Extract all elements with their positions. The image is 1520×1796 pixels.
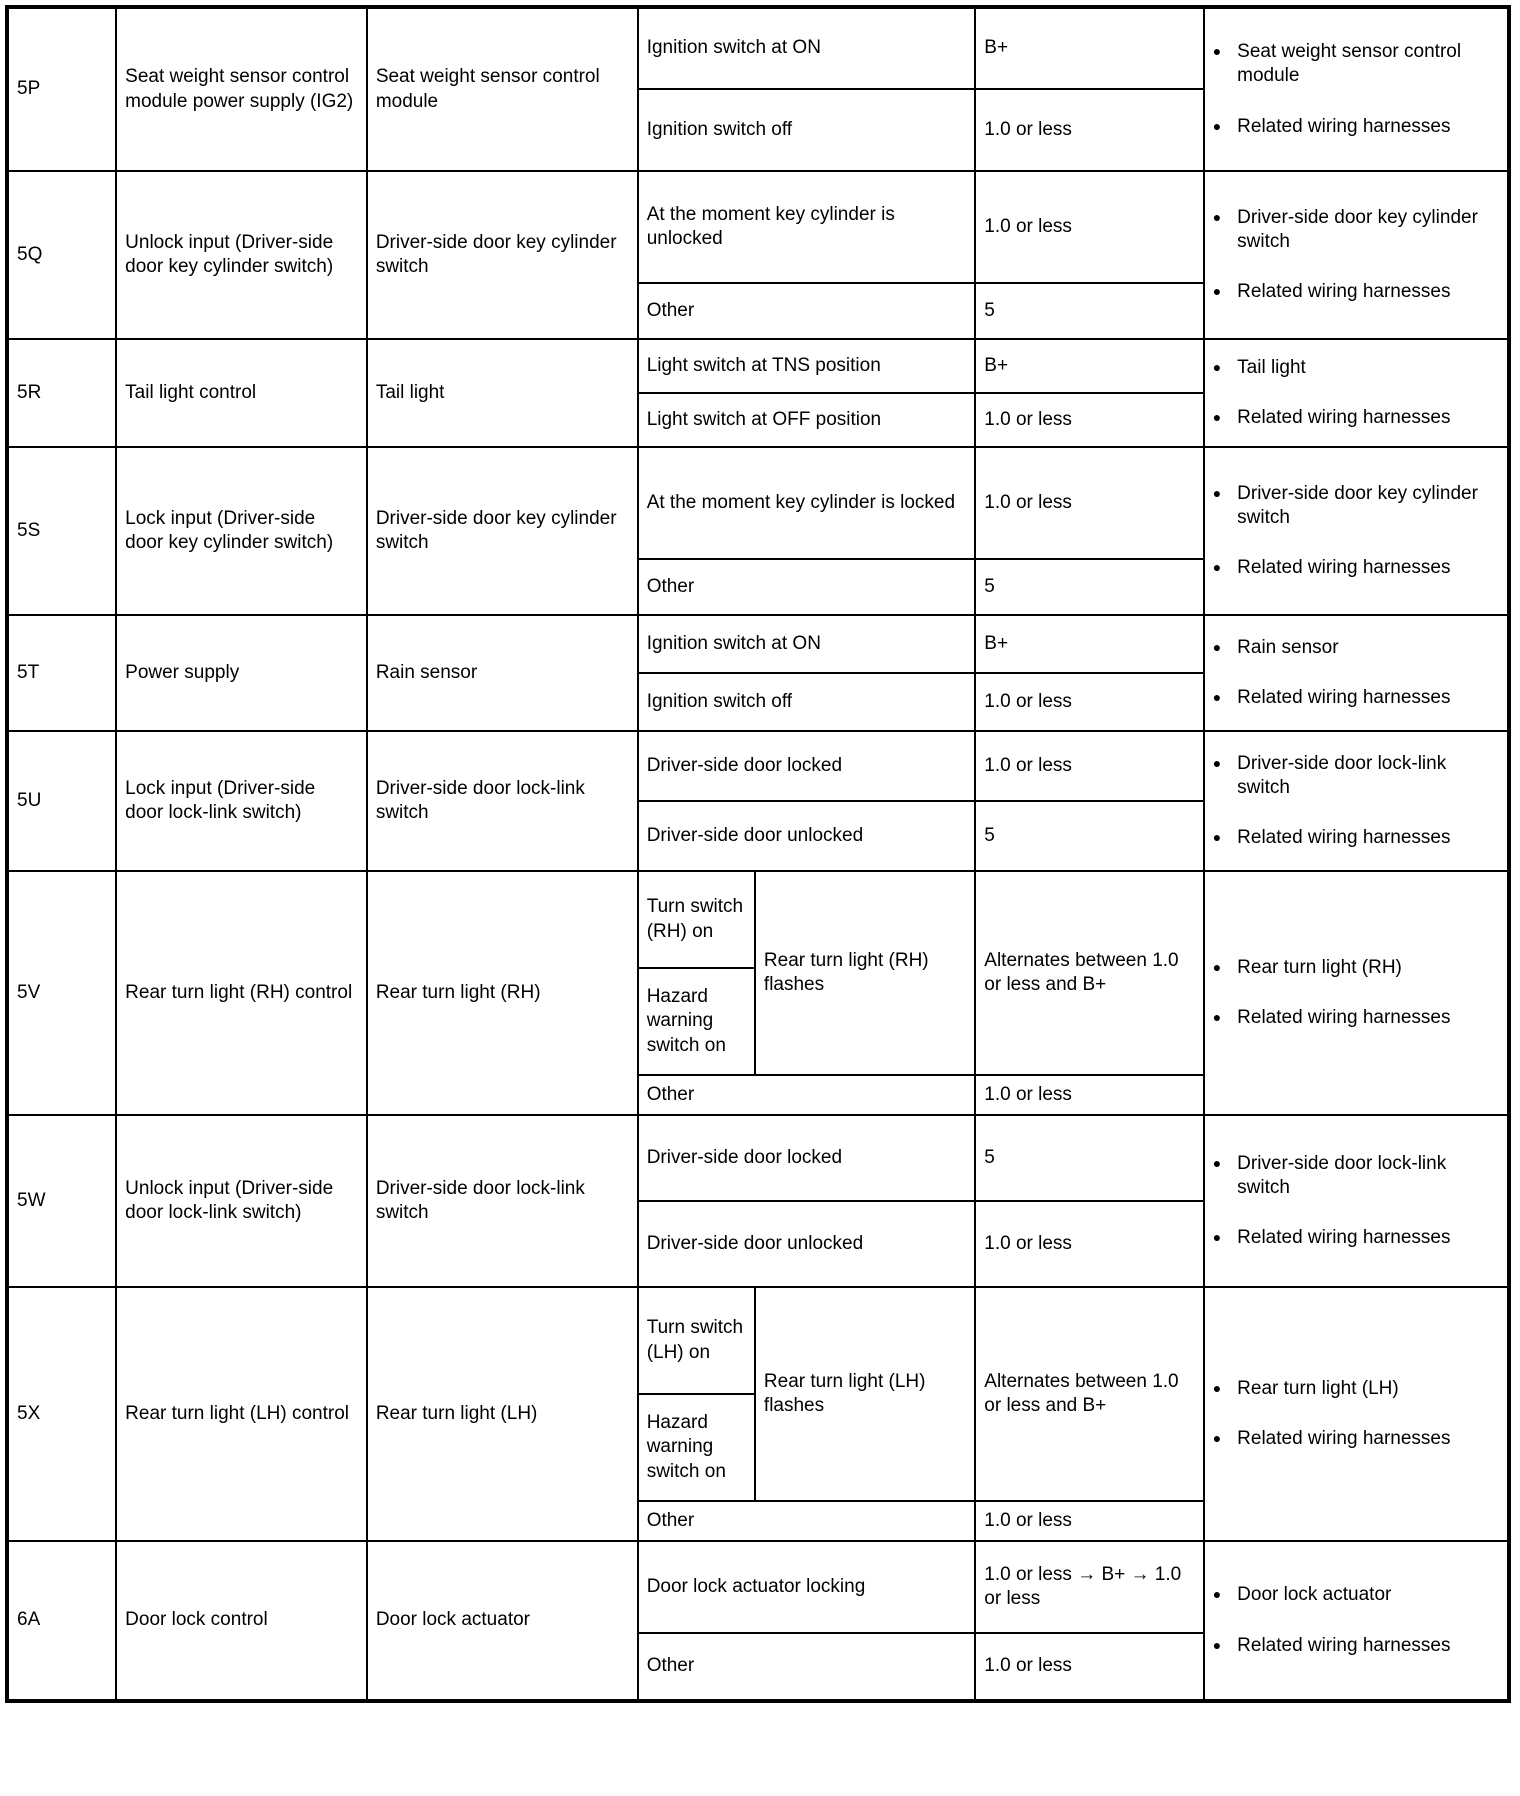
inspection-cell <box>1204 731 1509 871</box>
voltage-cell <box>975 1201 1203 1287</box>
terminal-cell <box>7 1287 116 1541</box>
condition-label: At the moment key cylinder is locked <box>646 491 956 513</box>
voltage-value: 1.0 or less <box>984 1509 1072 1531</box>
terminal-label: 5T <box>17 661 40 683</box>
voltage-cell <box>975 171 1203 283</box>
terminal-label: 5W <box>17 1189 46 1211</box>
terminal-cell <box>7 171 116 339</box>
condition-cell <box>638 447 976 559</box>
table-row <box>7 615 1509 673</box>
signal-label: Lock input (Driver-side door key cylinder switch) <box>125 507 334 553</box>
bullet-icon: ● <box>1212 958 1222 975</box>
inspection-item <box>1213 115 1499 139</box>
inspection-text: Related wiring harnesses <box>1237 1428 1451 1449</box>
inspection-item <box>1213 1427 1499 1451</box>
connected-part-label: Rear turn light (RH) <box>375 981 541 1003</box>
terminal-cell <box>7 731 116 871</box>
condition-cell <box>638 393 976 447</box>
inspection-item <box>1213 280 1499 304</box>
voltage-value: B+ <box>984 37 1009 59</box>
inspection-text: Driver-side door lock-link switch <box>1237 1152 1447 1198</box>
bullet-icon: ● <box>1212 689 1222 705</box>
terminal-cell <box>7 615 116 731</box>
bullet-icon: ● <box>1212 283 1222 300</box>
condition-cell <box>638 171 976 283</box>
inspection-text: Driver-side door lock-link switch <box>1237 752 1447 798</box>
condition-result-label: Rear turn light (LH) flashes <box>763 1370 926 1416</box>
condition-cell <box>638 283 976 339</box>
connected-part-label: Driver-side door lock-link switch <box>375 777 585 823</box>
inspection-list <box>1213 1583 1499 1658</box>
voltage-value: 1.0 or less → B+ → 1.0 or less <box>984 1563 1182 1609</box>
signal-label: Door lock control <box>125 1609 268 1631</box>
inspection-item <box>1213 1377 1499 1401</box>
signal-label: Unlock input (Driver-side door lock-link switch) <box>125 1177 334 1223</box>
inspection-item <box>1213 752 1499 801</box>
signal-label: Lock input (Driver-side door lock-link switch) <box>125 777 316 823</box>
terminal-label: 5S <box>17 519 41 541</box>
inspection-text: Related wiring harnesses <box>1237 827 1451 849</box>
inspection-text: Related wiring harnesses <box>1237 1007 1451 1028</box>
terminal-voltage-table <box>5 5 1511 1703</box>
condition-label: Driver-side door unlocked <box>646 1232 864 1254</box>
voltage-value: Alternates between 1.0 or less and B+ <box>984 1370 1179 1416</box>
condition-cell <box>638 801 976 871</box>
voltage-value: 5 <box>984 1146 995 1168</box>
inspection-cell <box>1204 171 1509 339</box>
connected-part-cell <box>367 731 638 871</box>
bullet-icon: ● <box>1212 117 1222 134</box>
connected-part-cell <box>367 615 638 731</box>
table-row <box>7 339 1509 393</box>
inspection-text: Related wiring harnesses <box>1237 1634 1451 1656</box>
connected-part-label: Driver-side door key cylinder switch <box>375 507 617 553</box>
switch-condition-cell <box>638 1287 755 1394</box>
inspection-item <box>1213 356 1499 380</box>
switch-condition-cell <box>638 968 755 1075</box>
inspection-text: Related wiring harnesses <box>1237 407 1451 428</box>
terminal-label: 5X <box>17 1402 41 1424</box>
condition-cell <box>638 7 976 89</box>
signal-cell <box>116 1287 367 1541</box>
inspection-list <box>1213 752 1499 851</box>
condition-cell <box>638 731 976 801</box>
inspection-list <box>1213 956 1499 1031</box>
voltage-value: 1.0 or less <box>984 690 1072 712</box>
connected-part-label: Driver-side door lock-link switch <box>375 1177 585 1223</box>
condition-cell <box>638 615 976 673</box>
inspection-item <box>1213 1226 1499 1250</box>
condition-cell <box>638 1201 976 1287</box>
voltage-cell <box>975 1287 1203 1501</box>
connected-part-cell <box>367 447 638 615</box>
voltage-value: 5 <box>984 824 995 846</box>
switch-condition-label: Hazard warning switch on <box>646 1412 726 1482</box>
signal-cell <box>116 615 367 731</box>
connected-part-cell <box>367 7 638 171</box>
connected-part-label: Tail light <box>375 381 445 403</box>
table-row <box>7 7 1509 89</box>
connected-part-label: Rear turn light (LH) <box>375 1402 538 1424</box>
terminal-label: 5U <box>17 789 42 811</box>
voltage-value: Alternates between 1.0 or less and B+ <box>984 949 1179 995</box>
inspection-cell <box>1204 447 1509 615</box>
condition-cell <box>638 1541 976 1633</box>
voltage-value: 1.0 or less <box>984 118 1072 140</box>
connected-part-label: Driver-side door key cylinder switch <box>375 231 617 277</box>
signal-label: Rear turn light (LH) control <box>125 1402 350 1424</box>
inspection-text: Related wiring harnesses <box>1237 281 1451 303</box>
voltage-cell <box>975 393 1203 447</box>
voltage-cell <box>975 89 1203 171</box>
condition-label: Driver-side door locked <box>646 754 843 776</box>
switch-condition-label: Turn switch (LH) on <box>646 1317 744 1363</box>
signal-cell <box>116 447 367 615</box>
inspection-list <box>1213 206 1499 305</box>
voltage-value: 5 <box>984 575 995 597</box>
table-row <box>7 1115 1509 1201</box>
signal-label: Unlock input (Driver-side door key cylinder switch) <box>125 231 334 277</box>
condition-label: Light switch at TNS position <box>646 354 881 376</box>
voltage-value: 1.0 or less <box>984 754 1072 776</box>
condition-cell <box>638 89 976 171</box>
inspection-cell <box>1204 1115 1509 1287</box>
condition-cell <box>638 1633 976 1701</box>
table-row <box>7 447 1509 559</box>
inspection-text: Rear turn light (RH) <box>1237 956 1402 978</box>
condition-label: Ignition switch off <box>646 118 793 140</box>
inspection-item <box>1213 40 1499 89</box>
condition-label: Ignition switch at ON <box>646 632 821 654</box>
signal-label: Power supply <box>125 661 240 683</box>
condition-label: Other <box>646 1509 695 1531</box>
voltage-cell <box>975 731 1203 801</box>
terminal-cell <box>7 339 116 447</box>
inspection-item <box>1213 556 1499 580</box>
voltage-value: 1.0 or less <box>984 1655 1072 1677</box>
condition-result-label: Rear turn light (RH) flashes <box>763 949 929 995</box>
bullet-icon: ● <box>1212 829 1222 846</box>
signal-label: Tail light control <box>125 381 257 403</box>
inspection-cell <box>1204 615 1509 731</box>
signal-cell <box>116 1115 367 1287</box>
inspection-item <box>1213 1006 1499 1030</box>
terminal-label: 5P <box>17 78 41 100</box>
table-row <box>7 871 1509 968</box>
bullet-icon: ● <box>1212 1154 1222 1171</box>
inspection-cell <box>1204 339 1509 447</box>
inspection-text: Rear turn light (LH) <box>1237 1377 1399 1399</box>
inspection-text: Related wiring harnesses <box>1237 557 1451 579</box>
connected-part-label: Seat weight sensor control module <box>375 66 600 112</box>
inspection-list <box>1213 40 1499 139</box>
bullet-icon: ● <box>1212 1009 1222 1025</box>
connected-part-cell <box>367 871 638 1115</box>
voltage-cell <box>975 447 1203 559</box>
condition-label: Door lock actuator locking <box>646 1575 866 1597</box>
inspection-text: Driver-side door key cylinder switch <box>1237 206 1478 252</box>
switch-condition-cell <box>638 1394 755 1501</box>
bullet-icon: ● <box>1212 559 1222 576</box>
voltage-value: 1.0 or less <box>984 1232 1072 1254</box>
bullet-icon: ● <box>1212 43 1222 60</box>
voltage-cell <box>975 339 1203 393</box>
bullet-icon: ● <box>1212 484 1222 501</box>
signal-cell <box>116 731 367 871</box>
inspection-text: Door lock actuator <box>1237 1584 1392 1606</box>
voltage-cell <box>975 871 1203 1075</box>
bullet-icon: ● <box>1212 208 1222 225</box>
inspection-item <box>1213 686 1499 710</box>
inspection-cell <box>1204 1541 1509 1701</box>
signal-cell <box>116 339 367 447</box>
connected-part-cell <box>367 1115 638 1287</box>
voltage-cell <box>975 283 1203 339</box>
inspection-text: Rain sensor <box>1237 636 1339 658</box>
terminal-cell <box>7 1115 116 1287</box>
inspection-list <box>1213 636 1499 711</box>
inspection-item <box>1213 206 1499 255</box>
condition-result-cell <box>755 871 975 1075</box>
inspection-list <box>1213 1377 1499 1452</box>
inspection-item <box>1213 482 1499 531</box>
inspection-item <box>1213 1634 1499 1658</box>
signal-cell <box>116 7 367 171</box>
condition-label: Ignition switch at ON <box>646 37 821 59</box>
signal-cell <box>116 1541 367 1701</box>
signal-cell <box>116 871 367 1115</box>
condition-label: Other <box>646 299 695 321</box>
switch-condition-label: Turn switch (RH) on <box>646 896 744 942</box>
condition-label: Driver-side door unlocked <box>646 824 864 846</box>
bullet-icon: ● <box>1212 638 1222 655</box>
voltage-cell <box>975 673 1203 731</box>
voltage-cell <box>975 559 1203 615</box>
condition-cell <box>638 1075 976 1115</box>
condition-cell <box>638 339 976 393</box>
voltage-value: 1.0 or less <box>984 1083 1072 1105</box>
condition-cell <box>638 1115 976 1201</box>
connected-part-label: Rain sensor <box>375 661 478 683</box>
bullet-icon: ● <box>1212 1379 1222 1396</box>
inspection-text: Driver-side door key cylinder switch <box>1237 482 1478 528</box>
signal-label: Seat weight sensor control module power supply (IG2) <box>125 66 354 112</box>
inspection-text: Related wiring harnesses <box>1237 115 1451 137</box>
bullet-icon: ● <box>1212 409 1222 425</box>
inspection-item <box>1213 956 1499 980</box>
inspection-item <box>1213 636 1499 660</box>
voltage-cell <box>975 1541 1203 1633</box>
inspection-item <box>1213 826 1499 850</box>
terminal-cell <box>7 447 116 615</box>
voltage-value: 5 <box>984 299 995 321</box>
bullet-icon: ● <box>1212 1229 1222 1246</box>
terminal-label: 5Q <box>17 243 43 265</box>
condition-label: Other <box>646 575 695 597</box>
inspection-list <box>1213 1152 1499 1251</box>
inspection-item <box>1213 1152 1499 1201</box>
voltage-cell <box>975 7 1203 89</box>
condition-cell <box>638 559 976 615</box>
bullet-icon: ● <box>1212 1430 1222 1446</box>
bullet-icon: ● <box>1212 358 1222 375</box>
terminal-label: 5V <box>17 981 41 1003</box>
connected-part-cell <box>367 1287 638 1541</box>
voltage-cell <box>975 1633 1203 1701</box>
voltage-cell <box>975 615 1203 673</box>
inspection-text: Seat weight sensor control module <box>1237 41 1462 87</box>
inspection-cell <box>1204 7 1509 171</box>
inspection-item <box>1213 1583 1499 1607</box>
switch-condition-label: Hazard warning switch on <box>646 986 726 1056</box>
inspection-item <box>1213 406 1499 430</box>
condition-label: Other <box>646 1083 695 1105</box>
table-row <box>7 1287 1509 1394</box>
bullet-icon: ● <box>1212 754 1222 771</box>
condition-label: Driver-side door locked <box>646 1146 843 1168</box>
inspection-cell <box>1204 1287 1509 1541</box>
voltage-value: 1.0 or less <box>984 408 1072 430</box>
connected-part-cell <box>367 171 638 339</box>
condition-label: Light switch at OFF position <box>646 408 882 430</box>
inspection-list <box>1213 356 1499 431</box>
terminal-cell <box>7 1541 116 1701</box>
voltage-value: 1.0 or less <box>984 491 1072 513</box>
voltage-cell <box>975 1501 1203 1541</box>
condition-label: Other <box>646 1655 695 1677</box>
condition-cell <box>638 673 976 731</box>
connected-part-cell <box>367 339 638 447</box>
voltage-value: 1.0 or less <box>984 215 1072 237</box>
inspection-cell <box>1204 871 1509 1115</box>
voltage-cell <box>975 1115 1203 1201</box>
bullet-icon: ● <box>1212 1586 1222 1603</box>
terminal-cell <box>7 7 116 171</box>
condition-cell <box>638 1501 976 1541</box>
condition-label: At the moment key cylinder is unlocked <box>646 203 895 249</box>
terminal-label: 6A <box>17 1609 41 1631</box>
voltage-cell <box>975 1075 1203 1115</box>
voltage-cell <box>975 801 1203 871</box>
inspection-text: Related wiring harnesses <box>1237 687 1451 708</box>
inspection-text: Tail light <box>1237 356 1306 378</box>
connected-part-label: Door lock actuator <box>375 1609 530 1631</box>
signal-cell <box>116 171 367 339</box>
condition-result-cell <box>755 1287 975 1501</box>
voltage-value: B+ <box>984 354 1009 376</box>
terminal-label: 5R <box>17 381 42 403</box>
terminal-cell <box>7 871 116 1115</box>
connected-part-cell <box>367 1541 638 1701</box>
table-row <box>7 171 1509 283</box>
signal-label: Rear turn light (RH) control <box>125 981 353 1003</box>
switch-condition-cell <box>638 871 755 968</box>
table-row <box>7 1541 1509 1633</box>
bullet-icon: ● <box>1212 1636 1222 1653</box>
condition-label: Ignition switch off <box>646 690 793 712</box>
inspection-list <box>1213 482 1499 581</box>
inspection-text: Related wiring harnesses <box>1237 1227 1451 1249</box>
voltage-value: B+ <box>984 632 1009 654</box>
table-row <box>7 731 1509 801</box>
